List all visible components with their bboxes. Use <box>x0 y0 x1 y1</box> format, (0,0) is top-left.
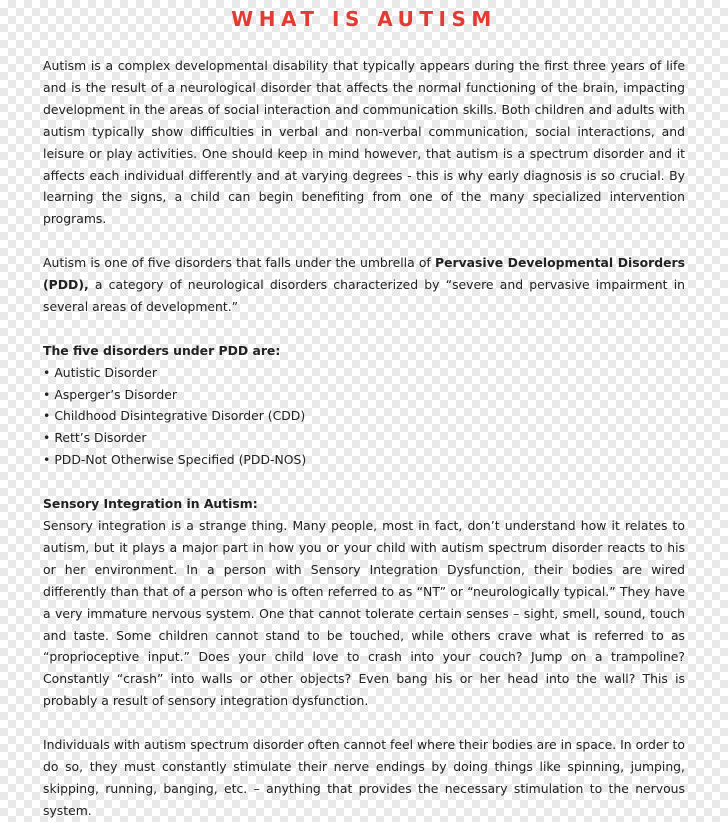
pdd-paragraph <box>43 252 685 318</box>
list-item-label: Autistic Disorder <box>54 364 157 380</box>
list-item <box>43 384 685 406</box>
document-body <box>43 55 685 822</box>
list-item <box>43 449 685 471</box>
sensory-heading: Sensory Integration in Autism: <box>43 496 258 512</box>
list-item <box>43 362 685 384</box>
intro-paragraph: Autism is a complex developmental disability that typically appears during the first three years of life and is the result of a neurological disorder that affects the normal functioning of the brain, impacting development in the areas of social interaction and communication skills. Both children and adults with autism typically show difficulties in verbal and non-verbal communication, social interactions, and leisure or play activities. One should keep in mind however, that autism is a spectrum disorder and it affects each individual differently and at varying degrees - this is why early diagnosis is so crucial. By learning the signs, a child can begin benefiting from one of the many specialized intervention programs. <box>43 58 685 227</box>
closing-paragraph: Individuals with autism spectrum disorder often cannot feel where their bodies are in space. In order to do so, they must constantly stimulate their nerve endings by doing things like spinning, jumping, skipping, running, banging, etc. – anything that provides the necessary stimulation to the nervous system. <box>43 737 685 818</box>
five-disorders-heading: The five disorders under PDD are: <box>43 342 281 358</box>
list-item-label: Childhood Disintegrative Disorder (CDD) <box>54 408 306 424</box>
list-item <box>43 427 685 449</box>
page-title: WHAT IS AUTISM <box>231 7 497 31</box>
list-item-label: Rett’s Disorder <box>54 430 147 446</box>
bullet-icon: • <box>43 430 51 446</box>
bullet-icon: • <box>43 408 51 424</box>
list-item <box>43 405 685 427</box>
pdd-paragraph-lead: Autism is one of five disorders that falls under the umbrella of <box>43 255 435 271</box>
bullet-icon: • <box>43 452 51 468</box>
pdd-paragraph-tail: a category of neurological disorders characterized by “severe and pervasive impairment in several areas of development.” <box>43 277 685 314</box>
bullet-icon: • <box>43 386 51 402</box>
pdd-term: Pervasive Developmental Disorders (PDD), <box>43 255 685 293</box>
bullet-icon: • <box>43 364 51 380</box>
list-item-label: PDD-Not Otherwise Specified (PDD-NOS) <box>54 452 307 468</box>
sensory-paragraph: Sensory integration is a strange thing. Many people, most in fact, don’t understand how it relates to autism, but it plays a major part in how you or your child with autism spectrum disorder reacts to his or her environment. In a person with Sensory Integration Dysfunction, their bodies are wired differently than that of a person who is often referred to as “NT” or “neurologically typical.” They have a very immature nervous system. One that cannot tolerate certain senses – sight, smell, sound, touch and taste. Some children cannot stand to be touched, while others crave what is referred to as “proprioceptive input.” Does your child love to crash into your couch? Jump on a trampoline? Constantly “crash” into walls or other objects? Even bang his or her head into the wall? This is probably a result of sensory integration dysfunction. <box>43 517 685 709</box>
disorders-list <box>43 362 685 472</box>
list-item-label: Asperger’s Disorder <box>54 386 178 402</box>
